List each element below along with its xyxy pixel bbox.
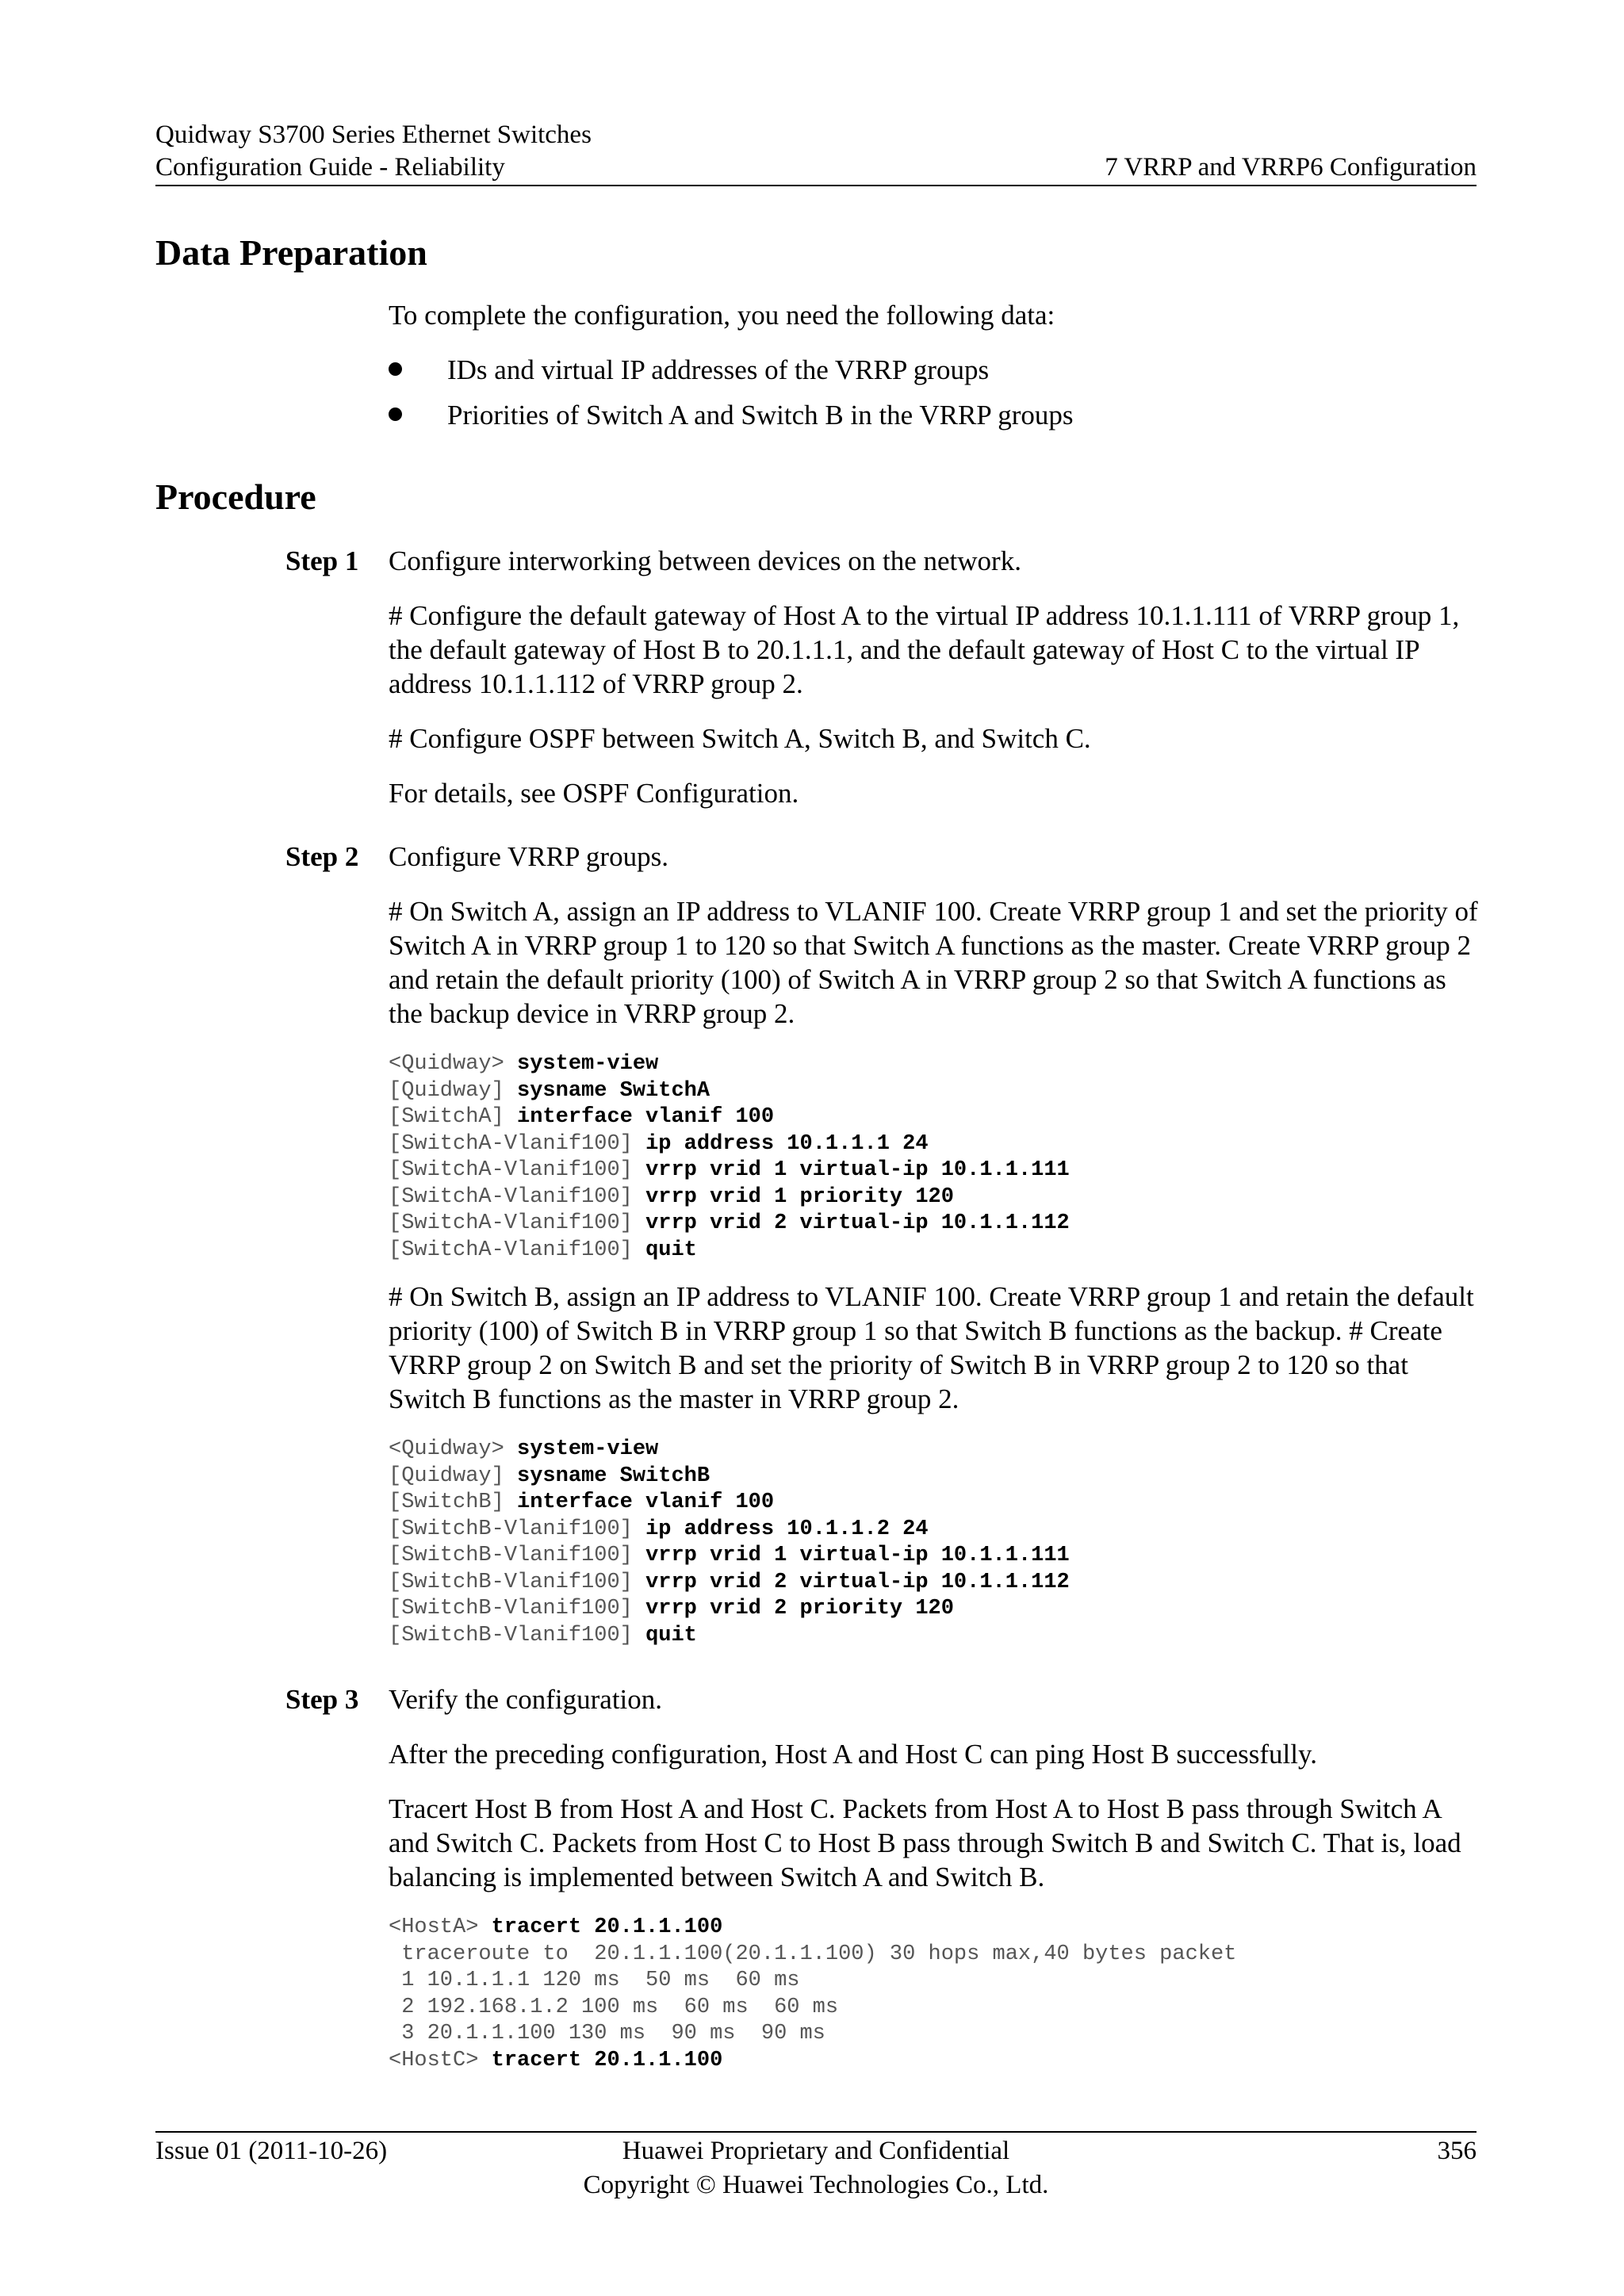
page-header	[155, 119, 1477, 184]
code-command: ip address 10.1.1.1 24	[645, 1131, 929, 1156]
step-2-para-2: # On Switch B, assign an IP address to VLANIF 100. Create VRRP group 1 and retain the default priority (100) of Switch B in VRRP group 1 so that Switch B functions as the backup. # Create VRRP group 2 on Switch B and set the priority of Switch B in VRRP group 2 to 120 so that Switch B functions as the master in VRRP group 2.	[389, 1281, 1474, 1414]
list-item-text: IDs and virtual IP addresses of the VRRP groups	[447, 354, 990, 385]
step-1-para-2: # Configure OSPF between Switch A, Switch B, and Switch C.	[389, 723, 1091, 754]
code-line	[389, 1437, 658, 1461]
code-line	[389, 1158, 1070, 1182]
footer-center	[155, 2134, 1477, 2202]
code-command: sysname SwitchA	[517, 1078, 710, 1103]
code-command: vrrp vrid 2 priority 120	[645, 1597, 954, 1621]
step-2-label: Step 2	[285, 841, 359, 872]
code-line	[389, 1238, 697, 1262]
code-line	[389, 1517, 929, 1541]
code-line: traceroute to 20.1.1.100(20.1.1.100) 30 hops max,40 bytes packet	[389, 1942, 1237, 1966]
data-preparation-intro: To complete the configuration, you need the following data:	[389, 300, 1055, 331]
header-chapter: 7 VRRP and VRRP6 Configuration	[1105, 153, 1477, 182]
code-prompt: [SwitchA-Vlanif100]	[389, 1211, 633, 1235]
code-line	[389, 1624, 697, 1647]
code-command: vrrp vrid 2 virtual-ip 10.1.1.112	[645, 1570, 1070, 1594]
header-divider	[155, 185, 1477, 186]
code-prompt: [SwitchA-Vlanif100]	[389, 1131, 633, 1156]
code-command: quit	[645, 1238, 697, 1262]
code-command: sysname SwitchB	[517, 1464, 710, 1488]
step-1-para-3: For details, see OSPF Configuration.	[389, 778, 799, 809]
procedure-heading: Procedure	[155, 476, 316, 517]
step-2-para-1: # On Switch A, assign an IP address to VLANIF 100. Create VRRP group 1 and set the priority of Switch A in VRRP group 1 to 120 so that Switch A functions as the master. Create VRRP group 2 and retain the default priority (100) of Switch A in VRRP group 2 so that Switch A functions as the backup device in VRRP group 2.	[389, 896, 1478, 1029]
bullet-icon	[389, 362, 402, 376]
code-command: vrrp vrid 1 virtual-ip 10.1.1.111	[645, 1544, 1070, 1567]
code-line: <HostC> tracert 20.1.1.100	[389, 2048, 723, 2072]
switch-a-config-code	[389, 1051, 1479, 1264]
data-preparation-list	[389, 353, 1479, 432]
code-prompt: [SwitchB-Vlanif100]	[389, 1544, 633, 1567]
code-prompt: <Quidway>	[389, 1052, 504, 1076]
code-line	[389, 1185, 954, 1209]
step-1-para-1: # Configure the default gateway of Host A to the virtual IP address 10.1.1.111 of VRRP group 1, the default gateway of Host B to 20.1.1.1, and the default gateway of Host C to the virtual IP address 10.1.1.112 of VRRP group 2.	[389, 600, 1460, 699]
footer-divider	[155, 2131, 1477, 2133]
code-command: quit	[645, 1623, 697, 1647]
data-preparation-heading: Data Preparation	[155, 232, 427, 273]
code-prompt: [SwitchB]	[389, 1490, 504, 1514]
code-prompt: [SwitchB-Vlanif100]	[389, 1597, 633, 1621]
code-prompt: [SwitchA-Vlanif100]	[389, 1238, 633, 1262]
code-line	[389, 1571, 1070, 1594]
code-command: system-view	[517, 1052, 659, 1076]
step-1-title: Configure interworking between devices on the network.	[389, 545, 1021, 576]
step-3-para-2: Tracert Host B from Host A and Host C. Packets from Host A to Host B pass through Switch A and Switch C. Packets from Host C to Host B pass through Switch B and Switch C. That is, load balancing is implemented between Switch A and Switch B.	[389, 1793, 1461, 1892]
code-prompt: [SwitchA-Vlanif100]	[389, 1184, 633, 1209]
step-1-label: Step 1	[285, 545, 359, 576]
code-line: 2 192.168.1.2 100 ms 60 ms 60 ms	[389, 1995, 839, 2019]
header-guide: Configuration Guide - Reliability	[155, 153, 505, 182]
step-2-content	[389, 840, 1479, 1649]
code-line	[389, 1079, 710, 1103]
step-1-content	[389, 544, 1479, 810]
header-product: Quidway S3700 Series Ethernet Switches	[155, 121, 592, 149]
code-line	[389, 1490, 774, 1514]
tracert-output-code	[389, 1915, 1479, 2074]
page-number: 356	[1437, 2137, 1477, 2165]
code-prompt: <Quidway>	[389, 1437, 504, 1461]
step-3-para-1: After the preceding configuration, Host A and Host C can ping Host B successfully.	[389, 1739, 1317, 1770]
switch-b-config-code	[389, 1437, 1479, 1649]
footer-copyright: Copyright © Huawei Technologies Co., Ltd.	[583, 2171, 1049, 2199]
list-item	[389, 398, 1479, 432]
code-line: 3 20.1.1.100 130 ms 90 ms 90 ms	[389, 2022, 825, 2045]
code-line	[389, 1464, 710, 1488]
code-command: vrrp vrid 1 priority 120	[645, 1184, 954, 1209]
code-prompt: [Quidway]	[389, 1078, 504, 1103]
step-3-label: Step 3	[285, 1684, 359, 1715]
code-command: ip address 10.1.1.2 24	[645, 1517, 929, 1541]
bullet-icon	[389, 408, 402, 421]
code-command: interface vlanif 100	[517, 1490, 775, 1514]
footer-confidential: Huawei Proprietary and Confidential	[622, 2137, 1010, 2165]
step-3-title: Verify the configuration.	[389, 1684, 663, 1715]
code-line: <HostA> tracert 20.1.1.100	[389, 1915, 723, 1939]
code-line	[389, 1597, 954, 1621]
code-prompt: [SwitchB-Vlanif100]	[389, 1517, 633, 1541]
code-line	[389, 1052, 658, 1076]
code-prompt: [Quidway]	[389, 1464, 504, 1488]
code-prompt: [SwitchA]	[389, 1105, 504, 1129]
step-2-title: Configure VRRP groups.	[389, 841, 668, 872]
data-preparation-section	[389, 298, 1479, 443]
code-prompt: [SwitchA-Vlanif100]	[389, 1158, 633, 1182]
code-line	[389, 1544, 1070, 1567]
code-line	[389, 1105, 774, 1129]
step-3-content	[389, 1682, 1479, 2074]
code-command: vrrp vrid 1 virtual-ip 10.1.1.111	[645, 1158, 1070, 1182]
list-item	[389, 353, 1479, 387]
footer-issue: Issue 01 (2011-10-26)	[155, 2137, 388, 2165]
code-line	[389, 1211, 1070, 1235]
code-prompt: [SwitchB-Vlanif100]	[389, 1623, 633, 1647]
code-line	[389, 1132, 929, 1156]
code-command: vrrp vrid 2 virtual-ip 10.1.1.112	[645, 1211, 1070, 1235]
code-prompt: [SwitchB-Vlanif100]	[389, 1570, 633, 1594]
code-command: system-view	[517, 1437, 659, 1461]
code-line: 1 10.1.1.1 120 ms 50 ms 60 ms	[389, 1969, 800, 1992]
code-command: interface vlanif 100	[517, 1105, 775, 1129]
list-item-text: Priorities of Switch A and Switch B in the VRRP groups	[447, 400, 1074, 430]
